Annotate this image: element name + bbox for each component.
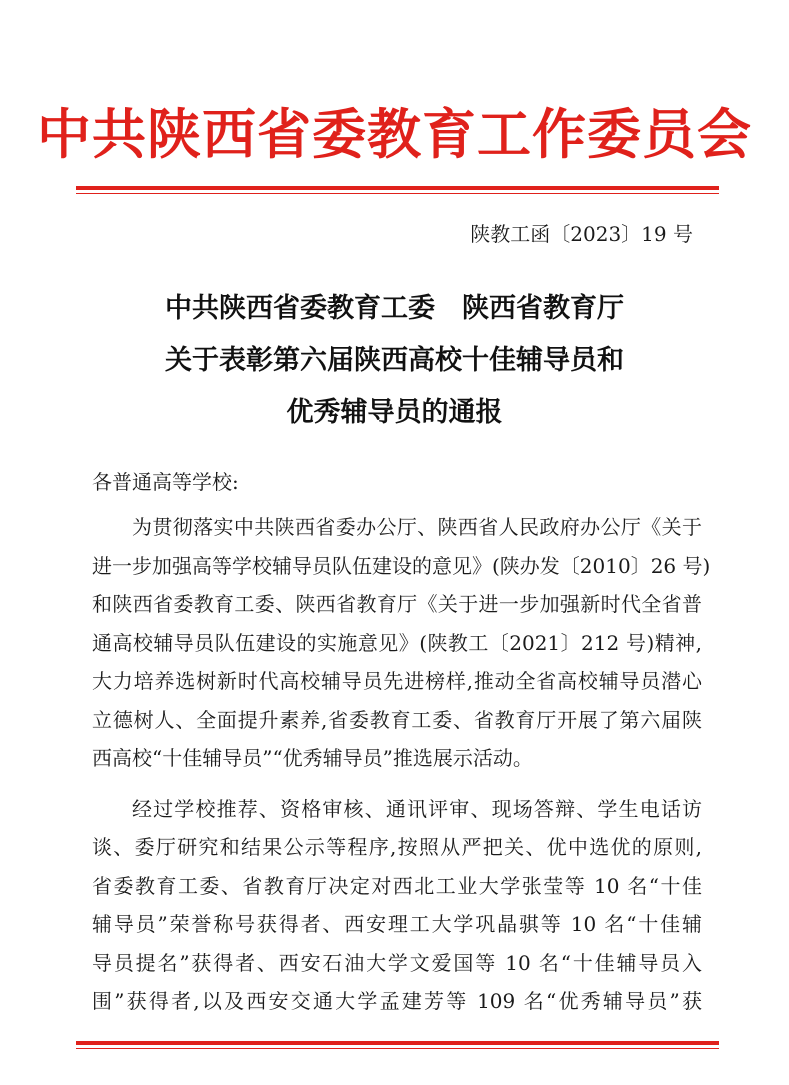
text-line: 大力培养选树新时代高校辅导员先进榜样,推动全省高校辅导员潜心: [92, 669, 702, 693]
title-line: 关于表彰第六届陕西高校十佳辅导员和: [165, 345, 624, 376]
text-line: 西高校“十佳辅导员”“优秀辅导员”推选展示活动。: [92, 746, 533, 770]
title-line: 优秀辅导员的通报: [286, 397, 503, 428]
text-line: 围”获得者,以及西安交通大学孟建芳等 109 名“优秀辅导员”获: [92, 989, 702, 1013]
salutation: 各普通高等学校:: [92, 470, 239, 494]
document-title: [0, 283, 789, 439]
text-line: 经过学校推荐、资格审核、通讯评审、现场答辩、学生电话访: [132, 796, 702, 821]
paragraph-2: [92, 790, 702, 1021]
letterhead-rule-thick: [76, 186, 719, 190]
text-line: 和陕西省委教育工委、陕西省教育厅《关于进一步加强新时代全省普: [92, 592, 702, 616]
text-line: 通高校辅导员队伍建设的实施意见》(陕教工〔2021〕212 号)精神,: [92, 630, 702, 655]
text-line: 谈、委厅研究和结果公示等程序,按照从严把关、优中选优的原则,: [92, 835, 702, 859]
text-line: 省委教育工委、省教育厅决定对西北工业大学张莹等 10 名“十佳: [92, 873, 702, 898]
text-line: 导员提名”获得者、西安石油大学文爱国等 10 名“十佳辅导员入: [92, 950, 702, 975]
text-line: 进一步加强高等学校辅导员队伍建设的意见》(陕办发〔2010〕26 号): [92, 553, 711, 578]
text-line: 辅导员”荣誉称号获得者、西安理工大学巩晶骐等 10 名“十佳辅: [92, 912, 702, 936]
title-line: 中共陕西省委教育工委 陕西省教育厅: [165, 293, 624, 324]
body-text: [92, 508, 711, 1021]
paragraph-1: [92, 508, 711, 778]
footer-rule-thin: [76, 1048, 719, 1049]
letterhead-title: 中共陕西省委教育工作委员会: [37, 102, 752, 166]
text-line: 为贯彻落实中共陕西省委办公厅、陕西省人民政府办公厅《关于: [132, 515, 702, 539]
footer-rule-thick: [76, 1041, 719, 1045]
letterhead-rule-thin: [76, 193, 719, 194]
text-line: 立德树人、全面提升素养,省委教育工委、省教育厅开展了第六届陕: [92, 707, 702, 732]
document-number: 陕教工函〔2023〕19 号: [470, 222, 693, 246]
